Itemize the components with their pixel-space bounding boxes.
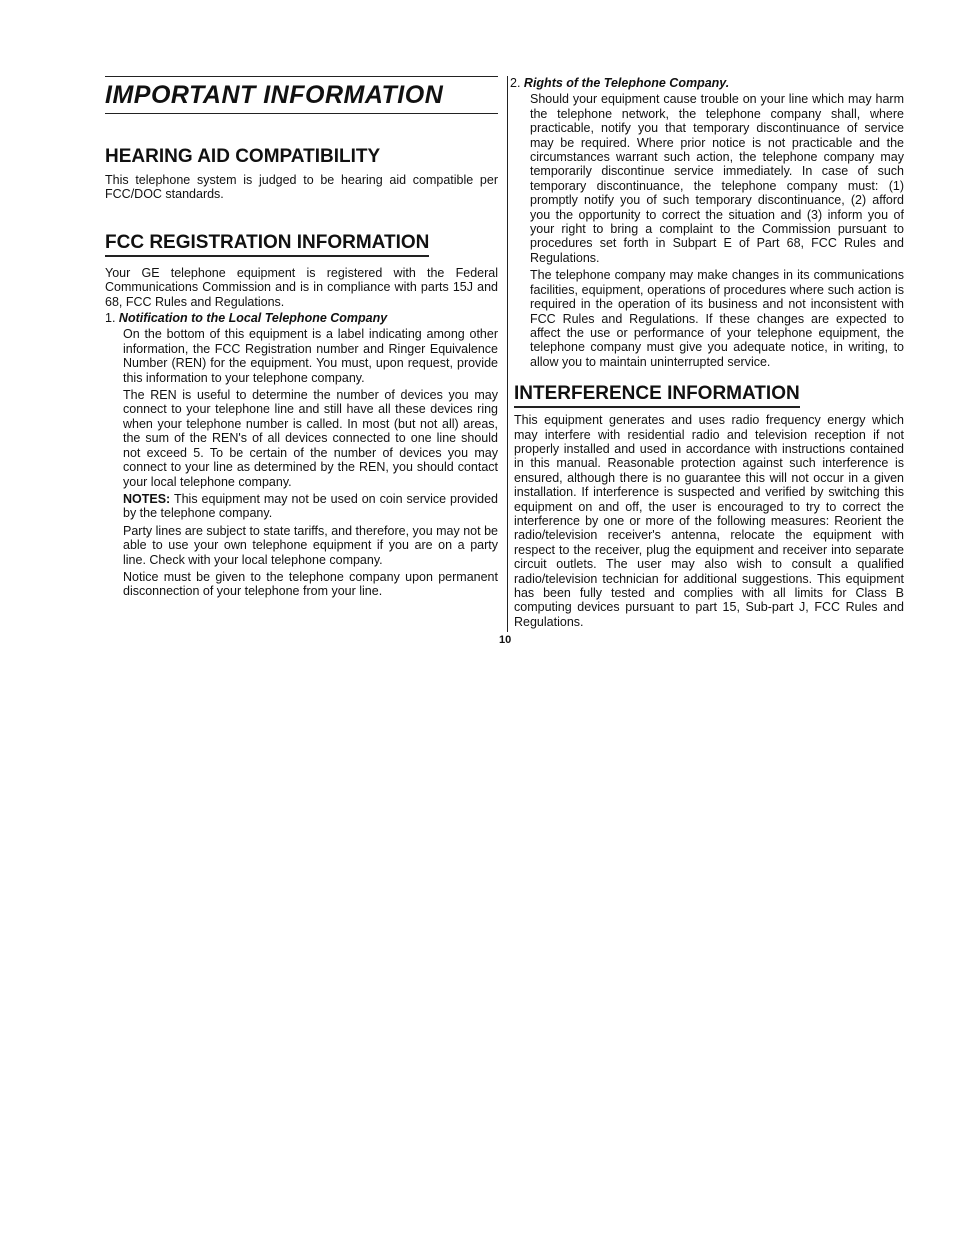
item2-title: Rights of the Telephone Company.: [523, 76, 730, 90]
item1-paragraph-5: Notice must be given to the telephone company upon permanent disconnection of your telephone from your line.: [123, 569, 498, 599]
item1-heading: [105, 311, 498, 325]
fcc-heading: FCC REGISTRATION INFORMATION: [105, 232, 429, 257]
left-column: [105, 76, 498, 599]
fcc-intro: Your GE telephone equipment is registered with the Federal Communications Commission and is in compliance with parts 15J and 68, FCC Rules and Regulations.: [105, 265, 498, 309]
item1-paragraph-4: Party lines are subject to state tariffs, and therefore, you may not be able to use your own telephone equipment if you are on a party line. Check with your local telephone company.: [123, 523, 498, 567]
item1-paragraph-2: The REN is useful to determine the number of devices you may connect to your telephone line and still have all these devices ring when your telephone number is called. In most (but not all) areas, the sum of the REN's of all devices connected to one line should not exceed 5. To be certain of the number of devices you may connect to your line as determined by the REN, you should contact your local telephone company.: [123, 388, 498, 489]
hearing-aid-heading: HEARING AID COMPATIBILITY: [105, 146, 381, 167]
item1-title: Notification to the Local Telephone Company: [118, 311, 388, 326]
hearing-aid-body: This telephone system is judged to be hearing aid compatible per FCC/DOC standards.: [105, 173, 498, 202]
notes-paragraph: [123, 492, 498, 521]
item1-number: 1.: [105, 311, 116, 326]
column-divider: [507, 76, 508, 632]
page-number: 10: [499, 634, 512, 646]
page-title: IMPORTANT INFORMATION: [105, 80, 498, 114]
item2-paragraph-1: Should your equipment cause trouble on your line which may harm the telephone network, the telephone company shall, where practicable, notify you that temporary discontinuance of service may be required. Where prior notice is not practicable and the circumstances warrant such action, the telephone company may temporarily discontinue service immediately. In case of such temporary discontinuance, the telephone company must: (1) promptly notify you of such temporary discontinuance, (2) afford you the opportunity to correct the situation and (3) inform you of your right to bring a complaint to the Commission pursuant to procedures set forth in Subpart E of Part 68, FCC Rules and Regulations.: [530, 92, 904, 265]
title-top-rule: [105, 76, 498, 77]
right-column: [510, 76, 904, 629]
notes-label: NOTES:: [123, 491, 171, 506]
interference-body: This equipment generates and uses radio frequency energy which may interfere with residential radio and television reception if not properly installed and used in accordance with instructions contained in this manual. Reasonable protection against such interference is ensured, although there is no guarantee this will not occur in a given installation. If interference is suspected and verified by switching this equipment on and off, the user is encouraged to try to correct the interference by one or more of the following measures: Reorient the radio/television receiver's antenna, relocate the equipment with respect to the receiver, plug the equipment and receiver into separate circuit outlets. The user may also wish to consult a qualified radio/television technician for additional suggestions. This equipment has been fully tested and complies with all limits for Class B computing devices pursuant to part 15, Sub-part J, FCC Rules and Regulations.: [514, 413, 904, 629]
notes-text: This equipment may not be used on coin service provided by the telephone company.: [123, 491, 498, 521]
item1-paragraph-1: On the bottom of this equipment is a label indicating among other information, the FCC Registration number and Ringer Equivalence Number (REN) for the equipment. You must, upon request, provide this information to your telephone company.: [123, 327, 498, 385]
item2-paragraph-2: The telephone company may make changes in its communications facilities, equipment, operations of procedures where such action is required in the operation of its business and not inconsistent with FCC Rules and Regulations. If these changes are expected to affect the use or performance of your telephone equipment, the telephone company must give you adequate notice, in writing, to allow you to maintain uninterrupted service.: [530, 268, 904, 369]
item2-heading: [510, 76, 904, 90]
item2-number: 2.: [510, 76, 521, 90]
interference-heading: INTERFERENCE INFORMATION: [514, 383, 800, 408]
